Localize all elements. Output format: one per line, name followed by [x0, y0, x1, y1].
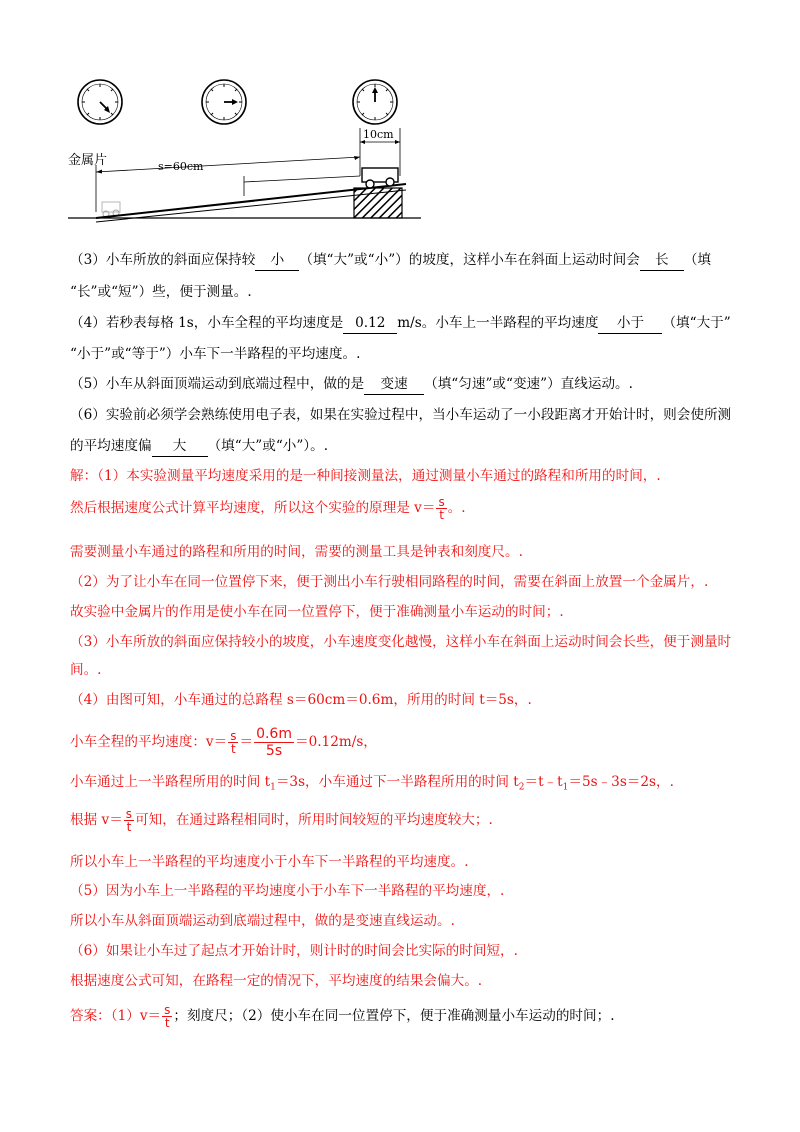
frac-denominator: t [126, 820, 132, 834]
q4-text-b: m/s。小车上一半路程的平均速度 [397, 315, 599, 331]
cart-icon [362, 168, 398, 188]
solution-line-2-end: 。. [447, 500, 466, 516]
frac-numerator: s [164, 1003, 171, 1017]
solution-line-9 [70, 726, 760, 759]
solution-line-13: （5）因为小车上一半路程的平均速度小于小车下一半路程的平均速度，. [70, 883, 505, 899]
solution-line-15: （6）如果让小车过了起点才开始计时，则计时的时间会比实际的时间短，. [70, 943, 518, 959]
q3-blank-1: 小 [255, 250, 299, 271]
formula-v-fraction-4 [162, 1004, 172, 1029]
stopwatch-middle-icon [202, 80, 246, 124]
solution-line-11 [70, 808, 760, 833]
formula-v-fraction-2 [228, 730, 238, 755]
equals-sign: ＝ [239, 734, 254, 750]
answer-line [70, 1004, 760, 1029]
distance-label: s=60cm [158, 160, 204, 173]
q4-line1 [70, 313, 760, 334]
q6-blank-1: 大 [152, 436, 208, 457]
solution-line-16: 根据速度公式可知，在路程一定的情况下，平均速度的结果会偏大。. [70, 973, 483, 989]
solution-line-10-c: ＝t﹣t [524, 774, 563, 790]
q3-text-c: （填 [683, 252, 712, 268]
q4-line2: “小于”或“等于”）小车下一半路程的平均速度。. [70, 346, 361, 362]
solution-line-10-a: 小车通过上一半路程所用的时间 t [70, 774, 271, 790]
q6-text-a: 的平均速度偏 [70, 438, 152, 454]
solution-line-3: 需要测量小车通过的路程和所用的时间，需要的测量工具是钟表和刻度尺。. [70, 544, 523, 560]
answer-text: 答案：（1）v＝ [70, 1008, 162, 1024]
solution-line-9-text: 小车全程的平均速度：v＝ [70, 734, 228, 750]
solution-line-2 [70, 496, 760, 521]
frac-denominator: t [230, 742, 236, 756]
stopwatch-end-icon [353, 80, 397, 124]
q6-line2 [70, 436, 760, 457]
q3-text-a: （3）小车所放的斜面应保持较 [70, 252, 256, 268]
q6-line1: （6）实验前必须学会熟练使用电子表，如果在实验过程中，当小车运动了一小段距离才开始计时，则会使所测 [70, 407, 732, 423]
solution-line-10-b: ＝3s，小车通过下一半路程所用的时间 t [275, 774, 519, 790]
q3-line2: “长”或“短”）些，便于测量。. [70, 284, 252, 300]
q3-line1 [70, 250, 760, 271]
frac-numerator: s [125, 807, 133, 821]
solution-line-10-d: ＝5s﹣3s＝2s，. [568, 774, 674, 790]
experiment-figure [66, 72, 436, 232]
subscript-2: 2 [518, 782, 525, 793]
q5-text-b: （填“匀速”或“变速”）直线运动。. [424, 376, 633, 392]
frac-denominator: 5s [265, 743, 283, 759]
q5-text-a: （5）小车从斜面顶端运动到底端过程中，做的是 [70, 376, 365, 392]
solution-line-2-text: 然后根据速度公式计算平均速度，所以这个实验的原理是 v＝ [70, 500, 436, 516]
solution-line-4: （2）为了让小车在同一位置停下来，便于测出小车行驶相同路程的时间，需要在斜面上放置一个金属片，. [70, 574, 709, 590]
q4-text-a: （4）若秒表每格 1s，小车全程的平均速度是 [70, 315, 344, 331]
solution-line-5: 故实验中金属片的作用是使小车在同一位置停下，便于准确测量小车运动的时间；. [70, 604, 564, 620]
solution-line-10 [70, 772, 760, 798]
answer-text-end: ；刻度尺；（2）使小车在同一位置停下，便于准确测量小车运动的时间；. [173, 1008, 615, 1024]
q5-blank-1: 变速 [364, 374, 424, 395]
q5-line [70, 374, 760, 395]
metal-piece-label: 金属片 [68, 153, 108, 168]
q4-text-c: （填“大于” [662, 315, 731, 331]
frac-numerator: s [438, 495, 445, 509]
subscript-1: 1 [270, 782, 276, 793]
formula-v-fraction [436, 496, 446, 521]
solution-line-8: （4）由图可知，小车通过的总路程 s＝60cm＝0.6m，所用的时间 t＝5s，. [70, 692, 532, 708]
solution-line-6: （3）小车所放的斜面应保持较小的坡度，小车速度变化越慢，这样小车在斜面上运动时间会长些，便于测量时 [70, 634, 732, 650]
solution-line-7: 间。. [70, 662, 102, 678]
solution-line-9-end: ＝0.12m/s， [294, 734, 377, 750]
solution-line-11-end: 可知，在通过路程相同时，所用时间较短的平均速度较大；. [135, 812, 493, 828]
q4-blank-2: 小于 [598, 313, 662, 334]
support-block [354, 188, 402, 218]
solution-line-11-text: 根据 v＝ [70, 812, 123, 828]
solution-line-14: 所以小车从斜面顶端运动到底端过程中，做的是变速直线运动。. [70, 913, 455, 929]
ten-cm-label: 10cm [363, 128, 394, 141]
subscript-1b: 1 [562, 782, 569, 793]
formula-value-fraction [254, 726, 294, 759]
solution-line-1: 解：（1）本实验测量平均速度采用的是一种间接测量法，通过测量小车通过的路程和所用的时间，. [70, 468, 661, 484]
frac-denominator: t [439, 508, 444, 522]
q3-text-b: （填“大”或“小”）的坡度，这样小车在斜面上运动时间会 [299, 252, 640, 268]
q3-blank-2: 长 [640, 250, 684, 271]
stopwatch-start-icon [78, 80, 122, 124]
frac-denominator: t [164, 1016, 170, 1030]
formula-v-fraction-3 [124, 808, 134, 833]
frac-numerator: s [230, 729, 237, 743]
solution-line-12: 所以小车上一半路程的平均速度小于小车下一半路程的平均速度。. [70, 854, 469, 870]
frac-numerator: 0.6m [256, 726, 292, 742]
q6-text-b: （填“大”或“小”）。. [207, 438, 329, 454]
q4-blank-1: 0.12 [343, 313, 397, 334]
